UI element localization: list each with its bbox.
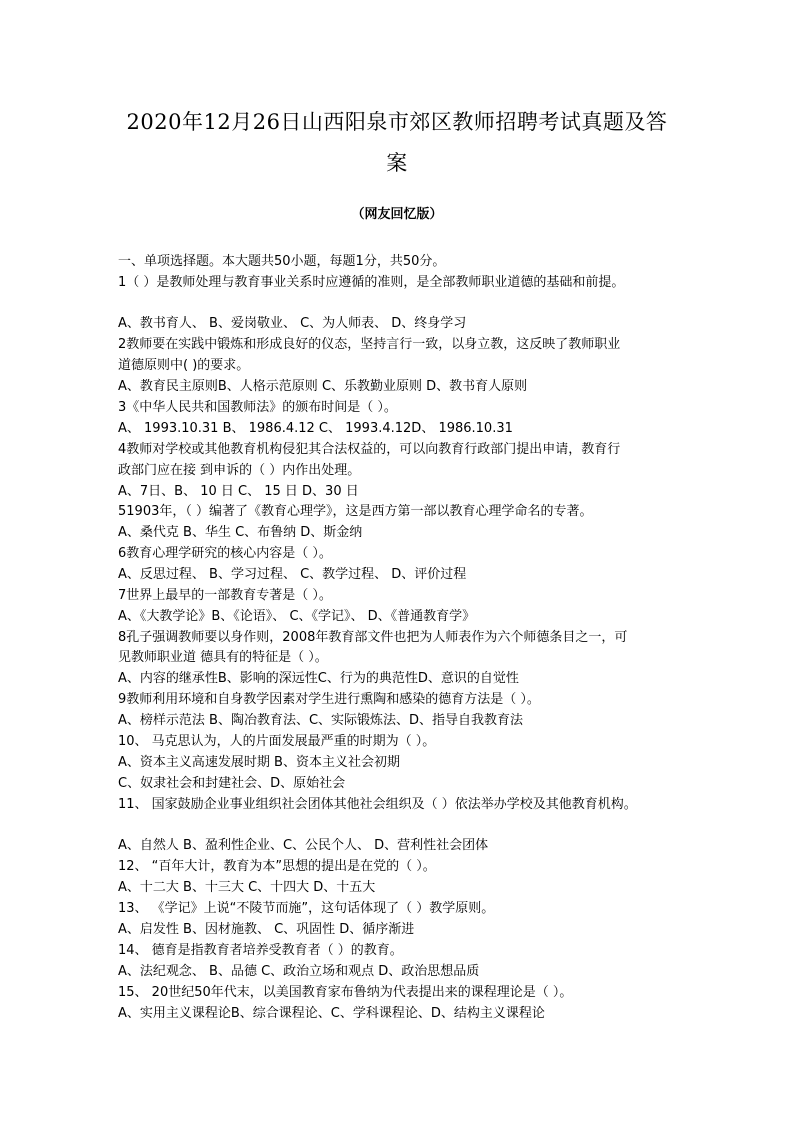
options-14: A、法纪观念、 B、品德 C、政治立场和观点 D、政治思想品质 <box>118 964 480 979</box>
options-9: A、榜样示范法 B、陶冶教育法、C、实际锻炼法、D、指导自我教育法 <box>118 713 524 728</box>
options-10-continued: C、奴隶社会和封建社会、D、原始社会 <box>118 776 346 791</box>
question-8-continued: 见教师职业道 德具有的特征是（ ）。 <box>118 650 328 665</box>
options-8: A、内容的继承性B、影响的深远性C、行为的典范性D、意识的自觉性 <box>118 671 519 686</box>
document-title: 2020年12月26日山西阳泉市郊区教师招聘考试真题及答 <box>126 110 668 134</box>
options-3: A、 1993.10.31 B、 1986.4.12 C、 1993.4.12D、 1986.10.31 <box>118 421 513 436</box>
question-7: 7世界上最早的一部教育专著是（ ）。 <box>118 588 332 603</box>
options-5: A、桑代克 B、华生 C、布鲁纳 D、斯金纳 <box>118 525 363 540</box>
options-1: A、教书育人、 B、爱岗敬业、 C、为人师表、 D、终身学习 <box>118 316 467 331</box>
options-10: A、资本主义高速发展时期 B、资本主义社会初期 <box>118 755 400 770</box>
question-14: 14、 德育是指教育者培养受教育者（ ）的教育。 <box>118 943 403 958</box>
question-8: 8孔子强调教师要以身作则，2008年教育部文件也把为人师表作为六个师德条目之一，可 <box>118 630 628 645</box>
section-heading: 一、单项选择题。本大题共50小题，每题1分，共50分。 <box>118 254 446 269</box>
question-3: 3《中华人民共和国教师法》的颁布时间是（ ）。 <box>118 400 397 415</box>
options-12: A、十二大 B、十三大 C、十四大 D、十五大 <box>118 880 376 895</box>
options-2: A、教育民主原则B、人格示范原则 C、乐教勤业原则 D、教书育人原则 <box>118 379 528 394</box>
question-6: 6教育心理学研究的核心内容是（ ）。 <box>118 546 332 561</box>
question-4: 4教师对学校或其他教育机构侵犯其合法权益的，可以向教育行政部门提出申请，教育行 <box>118 442 621 457</box>
question-5: 51903年，（ ）编著了《教育心理学》，这是西方第一部以教育心理学命名的专著。 <box>118 504 593 519</box>
options-15: A、实用主义课程论B、综合课程论、C、学科课程论、D、结构主义课程论 <box>118 1006 545 1021</box>
question-10: 10、 马克思认为，人的片面发展最严重的时期为（ ）。 <box>118 734 436 749</box>
question-2-continued: 道德原则中( )的要求。 <box>118 358 250 373</box>
question-11: 11、 国家鼓励企业事业组织社会团体其他社会组织及（ ）依法举办学校及其他教育机构。 <box>118 797 637 812</box>
options-7: A、《大教学论》B、《论语》、 C、《学记》、 D、《普通教育学》 <box>118 609 476 624</box>
question-4-continued: 政部门应在接 到申诉的（ ）内作出处理。 <box>118 463 361 478</box>
question-2: 2教师要在实践中锻炼和形成良好的仪态，坚持言行一致，以身立教，这反映了教师职业 <box>118 337 621 352</box>
question-1: 1（ ）是教师处理与教育事业关系时应遵循的准则，是全部教师职业道德的基础和前提。 <box>118 275 625 290</box>
document-subtitle: （网友回忆版） <box>351 207 443 222</box>
options-13: A、启发性 B、因材施教、 C、巩固性 D、循序渐进 <box>118 922 415 937</box>
options-11: A、自然人 B、盈利性企业、C、公民个人、 D、营利性社会团体 <box>118 838 489 853</box>
question-12: 12、 “百年大计，教育为本”思想的提出是在党的（ ）。 <box>118 859 436 874</box>
question-13: 13、 《学记》上说“不陵节而施”，这句话体现了（ ）教学原则。 <box>118 901 495 916</box>
options-4: A、7日、B、 10 日 C、 15 日 D、30 日 <box>118 484 359 499</box>
question-15: 15、 20世纪50年代末，以美国教育家布鲁纳为代表提出来的课程理论是（ ）。 <box>118 985 573 1000</box>
options-6: A、反思过程、 B、学习过程、 C、教学过程、 D、评价过程 <box>118 567 467 582</box>
document-title-continued: 案 <box>386 151 408 175</box>
question-9: 9教师利用环境和自身教学因素对学生进行熏陶和感染的德育方法是（ ）。 <box>118 692 540 707</box>
